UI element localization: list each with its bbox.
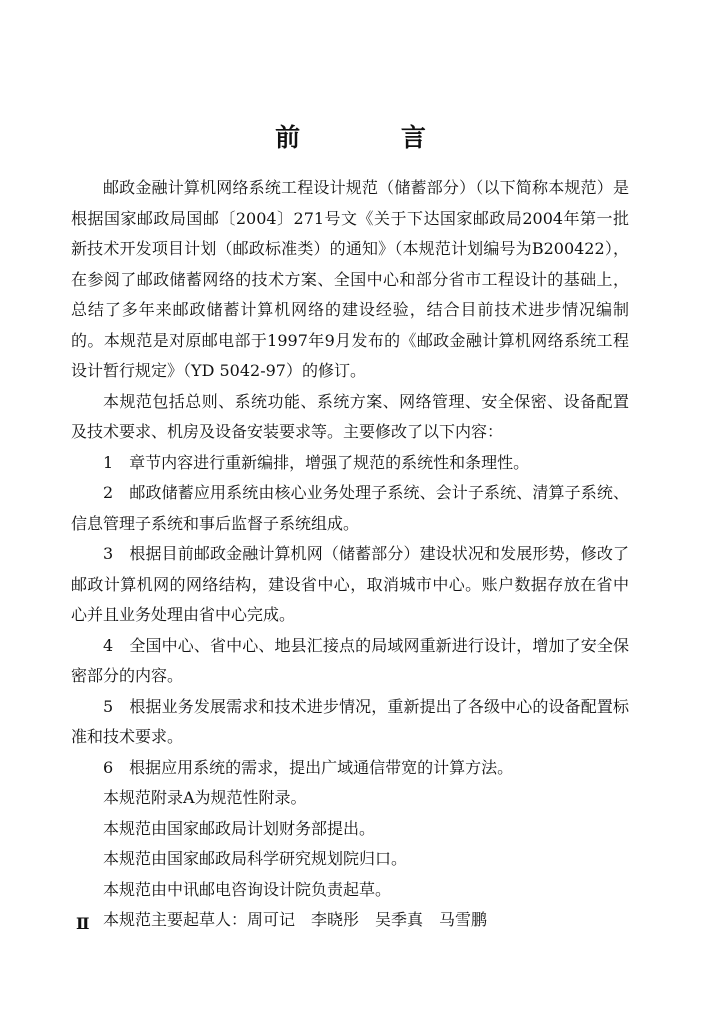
page-title: 前 言 <box>275 123 472 152</box>
paragraph: 本规范包括总则、系统功能、系统方案、网络管理、安全保密、设备配置及技术要求、机房及设备安装要求等。主要修改了以下内容： <box>71 391 629 441</box>
paragraph: 5 根据业务发展需求和技术进步情况，重新提出了各级中心的设备配置标准和技术要求。 <box>71 696 629 746</box>
paragraph: 4 全国中心、省中心、地县汇接点的局域网重新进行设计，增加了安全保密部分的内容。 <box>71 635 629 685</box>
paragraph: 邮政金融计算机网络系统工程设计规范（储蓄部分）（以下简称本规范）是根据国家邮政局国邮〔2004〕271号文《关于下达国家邮政局2004年第一批新技术开发项目计划（邮政标准类）的通知》（本规范计划编号为B200422），在参阅了邮政储蓄网络的技术方案、全国中心和部分省市工程设计的基础上，总结了多年来邮政储蓄计算机网络的建设经验，结合目前技术进步情况编制的。本规范是对原邮电部于1997年9月发布的《邮政金融计算机网络系统工程设计暂行规定》（YD 5042-97）的修订。 <box>71 178 629 380</box>
paragraph: 本规范附录A为规范性附录。 <box>103 788 307 807</box>
paragraph: 3 根据目前邮政金融计算机网（储蓄部分）建设状况和发展形势，修改了邮政计算机网的网络结构，建设省中心，取消城市中心。账户数据存放在省中心并且业务处理由省中心完成。 <box>71 544 629 624</box>
paragraph: 本规范由国家邮政局科学研究规划院归口。 <box>103 849 408 868</box>
page-number: Ⅱ <box>76 914 90 933</box>
preface-body <box>71 173 629 936</box>
paragraph: 本规范主要起草人：周可记 李晓彤 吴季真 马雪鹏 <box>103 910 488 929</box>
paragraph: 6 根据应用系统的需求，提出广域通信带宽的计算方法。 <box>103 757 514 777</box>
paragraph: 1 章节内容进行重新编排，增强了规范的系统性和条理性。 <box>103 452 530 472</box>
paragraph: 2 邮政储蓄应用系统由核心业务处理子系统、会计子系统、清算子系统、信息管理子系统和事后监督子系统组成。 <box>71 483 629 533</box>
paragraph: 本规范由中讯邮电咨询设计院负责起草。 <box>103 879 392 899</box>
paragraph: 本规范由国家邮政局计划财务部提出。 <box>103 818 376 838</box>
